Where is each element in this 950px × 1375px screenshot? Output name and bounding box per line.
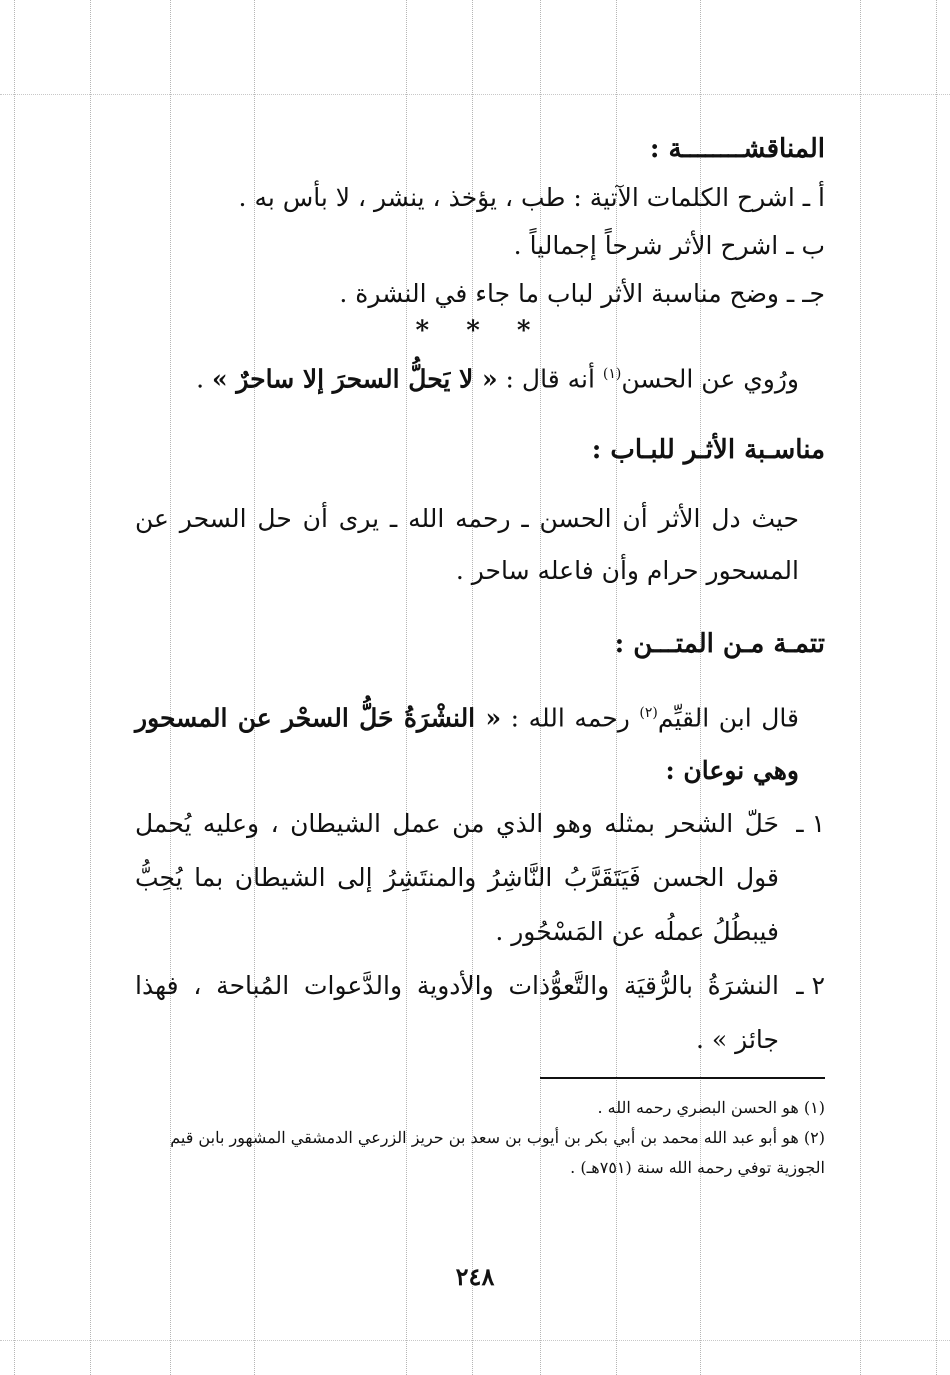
narration-prefix: ورُوي عن الحسن — [621, 364, 799, 394]
discussion-item: جـ ـ وضح مناسبة الأثر لباب ما جاء في النشرة . — [339, 279, 825, 308]
guide-line — [0, 1340, 950, 1341]
footnotes — [135, 1093, 825, 1183]
narration-mid: أنه قال : — [497, 364, 603, 394]
footnote: (٢) هو أبو عبد الله محمد بن أبي بكر بن أيوب بن سعد بن حريز الزرعي الدمشقي المشهور بابن قيم الجوزية توفي رحمه الله سنة (٧٥١هـ) . — [170, 1127, 825, 1177]
narration-quote: « لا يَحلُّ السحرَ إلا ساحرٌ » — [212, 364, 498, 394]
document-page — [135, 120, 825, 1183]
list-item — [135, 959, 825, 1067]
guide-line — [0, 94, 950, 95]
supplement-intro — [135, 687, 825, 796]
footnote: (١) هو الحسن البصري رحمه الله . — [597, 1097, 825, 1117]
list-item-text: حَلّ الشحر بمثله وهو الذي من عمل الشيطان ، وعليه يُحمل قول الحسن فَيَتَقَرَّبُ النَّاشِرُ والمنتَشِرُ إلى الشيطان بما يُحِبُّ فيبطُلُ عملُه عن المَسْحُور . — [135, 808, 779, 946]
guide-line — [936, 0, 937, 1375]
guide-line — [90, 0, 91, 1375]
discussion-item: أ ـ اشرح الكلمات الآتية : طب ، يؤخذ ، ينشر ، لا بأس به . — [238, 183, 825, 212]
relevance-heading: مناسـبة الأثـر للبـاب : — [591, 435, 825, 466]
list-item — [135, 797, 825, 959]
supplement-heading: تتمـة مـن المتـــن : — [614, 629, 825, 660]
list-item-text: النشرَةُ بالرُّقيَة والتَّعوُّذات والأدوية والدَّعوات المُباحة ، فهذا جائز » . — [135, 970, 779, 1054]
supplement-intro-quote: « النشْرَةُ حَلُّ السحْر عن المسحور وهي نوعان : — [135, 703, 799, 785]
relevance-text: حيث دل الأثر أن الحسن ـ رحمه الله ـ يرى أن حل السحر عن المسحور حرام وأن فاعله ساحر . — [135, 504, 799, 586]
list-item-number: ٢ ـ — [796, 970, 825, 1000]
supplement-intro-mid: رحمه الله : — [501, 703, 640, 733]
footnote-ref-1: (١) — [602, 366, 622, 382]
footnote-ref-2: (٢) — [639, 705, 658, 722]
narration-suffix: . — [196, 364, 213, 394]
page-number: ٢٤٨ — [455, 1262, 495, 1291]
footnote-divider — [540, 1077, 825, 1079]
discussion-heading: المناقشــــــــة : — [649, 134, 825, 164]
guide-line — [860, 0, 861, 1375]
section-separator: * * * — [415, 316, 545, 346]
supplement-intro-prefix: قال ابن القيِّم — [657, 703, 799, 733]
narration-line — [135, 350, 825, 403]
list-item-number: ١ ـ — [796, 808, 825, 838]
guide-line — [14, 0, 15, 1375]
discussion-item: ب ـ اشرح الأثر شرحاً إجمالياً . — [513, 231, 825, 260]
